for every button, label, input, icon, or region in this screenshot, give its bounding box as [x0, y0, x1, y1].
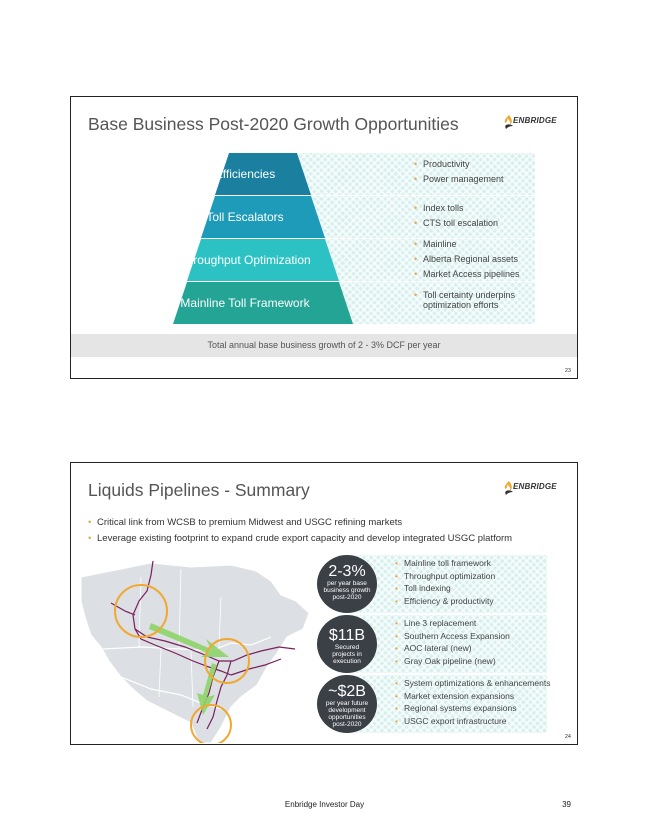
slide-liquids-summary — [70, 462, 578, 745]
list-item: • Alberta Regional assets — [414, 252, 520, 267]
footer-title: Enbridge Investor Day — [284, 800, 365, 809]
page-number: 39 — [562, 800, 571, 809]
growth-footer-bar: Total annual base business growth of 2 - 3% DCF per year — [71, 334, 577, 357]
slide-number: 23 — [564, 368, 571, 374]
tier3-bullets — [414, 237, 520, 282]
tier-label-toll-escalators: Toll Escalators — [206, 210, 284, 224]
slide-number: 24 — [564, 734, 571, 740]
tier1-bullets — [414, 157, 504, 187]
badge-bullets — [395, 617, 510, 667]
slide-title: Base Business Post-2020 Growth Opportunities — [88, 114, 459, 134]
summary-badge-future-development — [317, 675, 551, 733]
list-item: • Leverage existing footprint to expand crude export capacity and develop integrated USGC platform — [88, 531, 512, 547]
list-item: • Power management — [414, 172, 504, 187]
list-item: • Mainline toll framework — [395, 557, 495, 570]
intro-bullets — [88, 515, 512, 547]
summary-badge-secured-projects — [317, 615, 547, 673]
enbridge-logo: ENBRIDGE — [503, 115, 559, 129]
badge-circle: ~$2B per year future development opportunities post-2020 — [317, 675, 377, 733]
badge-bullets — [395, 557, 495, 607]
list-item: • Productivity — [414, 157, 504, 172]
list-item: • Toll certainty underpins optimization efforts — [414, 290, 539, 310]
list-item: • Toll indexing — [395, 582, 495, 595]
tier4-bullets — [414, 290, 539, 310]
tier2-bullets — [414, 201, 498, 231]
list-item: • Gray Oak pipeline (new) — [395, 655, 510, 668]
list-item: • Market extension expansions — [395, 690, 550, 703]
list-item: • Regional systems expansions — [395, 702, 550, 715]
slide-base-business — [70, 96, 578, 379]
list-item: • Efficiency & productivity — [395, 595, 495, 608]
list-item: • Line 3 replacement — [395, 617, 510, 630]
list-item: • System optimizations & enhancements — [395, 677, 550, 690]
summary-badge-base-business — [317, 555, 547, 613]
enbridge-logo: ENBRIDGE — [503, 481, 559, 495]
list-item: • CTS toll escalation — [414, 216, 498, 231]
tier-label-mainline-toll: Mainline Toll Framework — [180, 296, 310, 310]
list-item: • Critical link from WCSB to premium Midwest and USGC refining markets — [88, 515, 512, 531]
tier-label-throughput: Throughput Optimization — [179, 253, 311, 267]
list-item: • USGC export infrastructure — [395, 715, 550, 728]
badge-circle: 2-3% per year base business growth post-2020 — [317, 555, 377, 613]
list-item: • Throughput optimization — [395, 570, 495, 583]
pipeline-network-map — [81, 557, 321, 743]
list-item: • Market Access pipelines — [414, 267, 520, 282]
badge-bullets — [395, 677, 550, 727]
list-item: • AOC lateral (new) — [395, 642, 510, 655]
list-item: • Southern Access Expansion — [395, 630, 510, 643]
slide-title: Liquids Pipelines - Summary — [88, 480, 310, 500]
tier-label-efficiencies: Efficiencies — [214, 167, 276, 181]
list-item: • Mainline — [414, 237, 520, 252]
badge-circle: $11B Secured projects in execution — [317, 615, 377, 673]
list-item: • Index tolls — [414, 201, 498, 216]
